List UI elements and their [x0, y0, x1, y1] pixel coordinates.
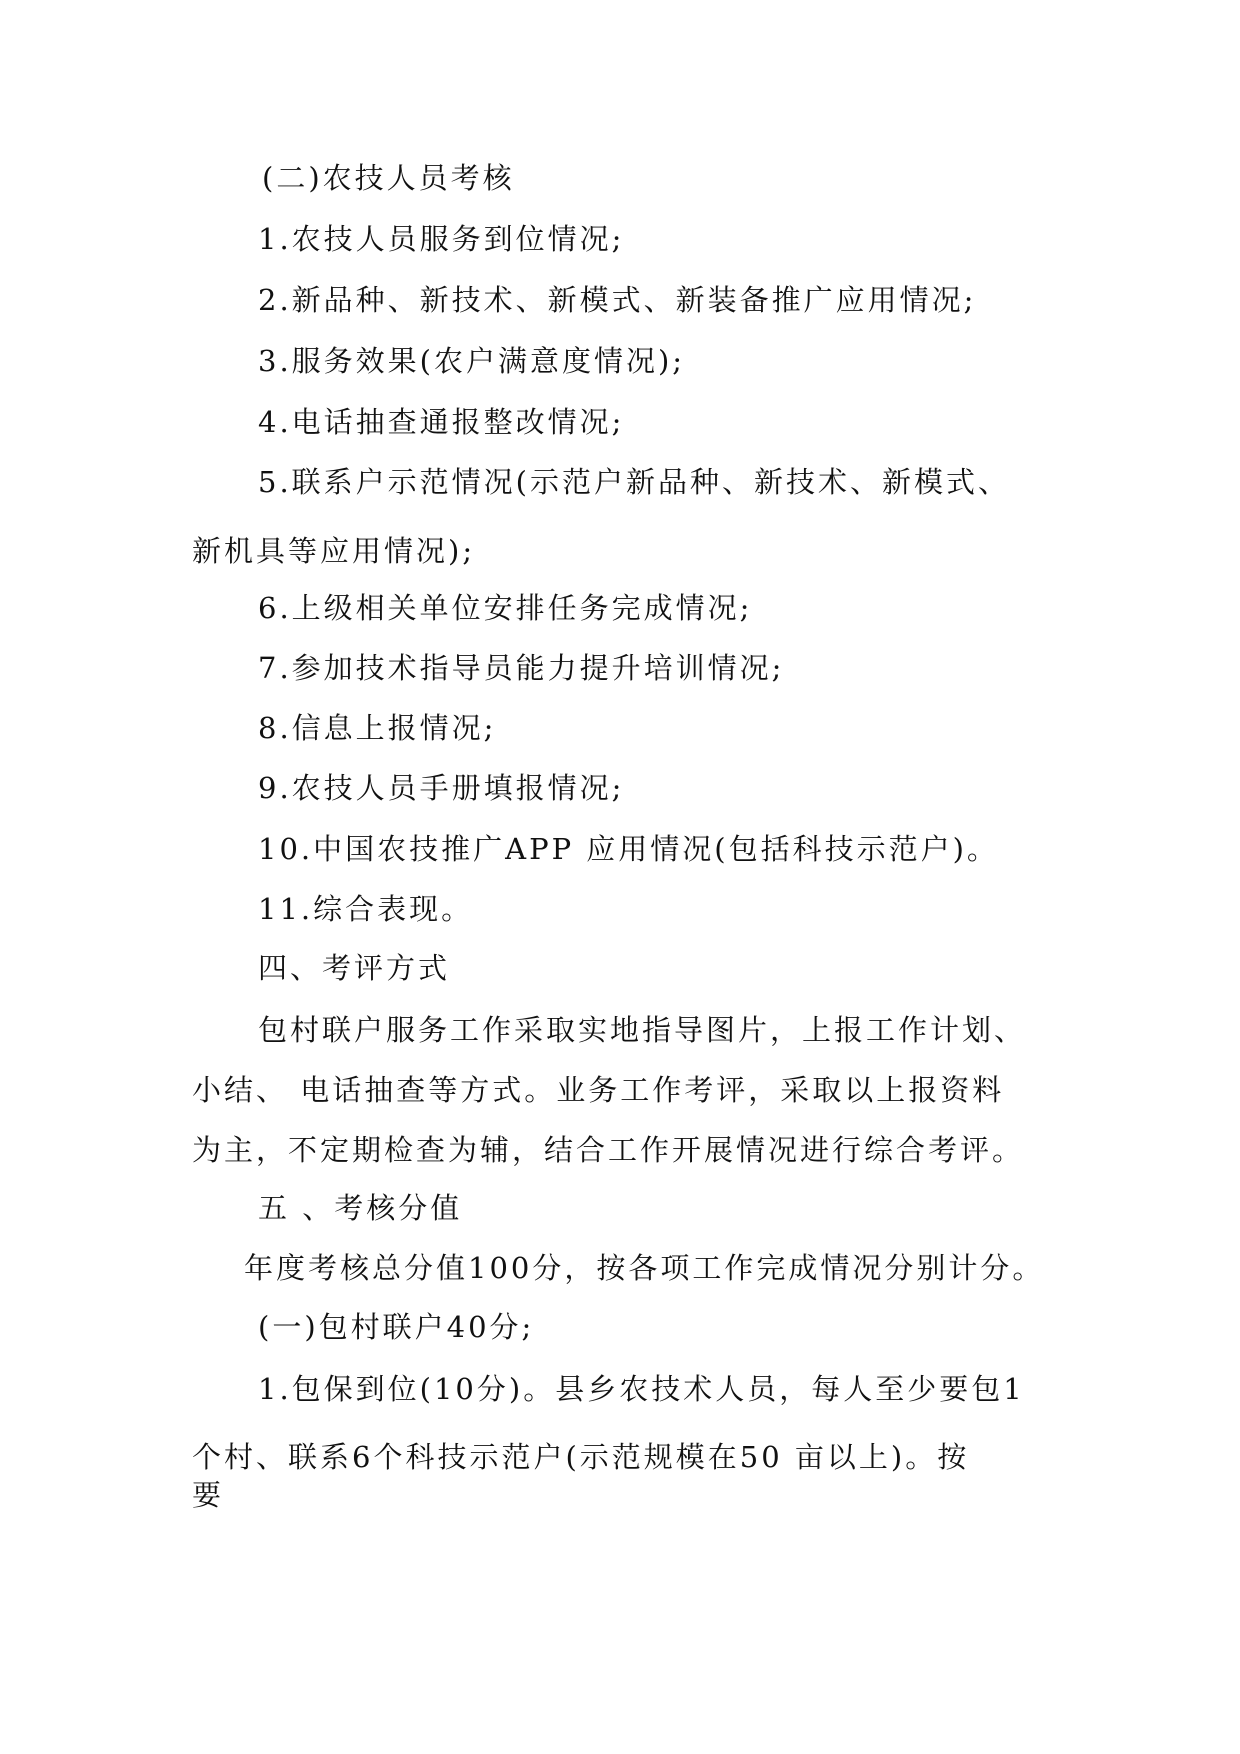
list-item: 4.电话抽查通报整改情况; [258, 405, 625, 439]
list-item: 2.新品种、新技术、新模式、新装备推广应用情况; [258, 283, 977, 317]
list-item: 3.服务效果(农户满意度情况); [258, 344, 686, 378]
paragraph-line: 为主，不定期检查为辅，结合工作开展情况进行综合考评。 [192, 1133, 1025, 1167]
section-heading-score-values: 五 、考核分值 [258, 1191, 463, 1225]
paragraph-line: 年度考核总分值100分，按各项工作完成情况分别计分。 [244, 1251, 1045, 1285]
list-item: 8.信息上报情况; [258, 711, 497, 745]
list-item: 10.中国农技推广APP 应用情况(包括科技示范户)。 [258, 832, 999, 866]
list-item-continuation: 新机具等应用情况); [192, 534, 476, 568]
list-item: 11.综合表现。 [258, 892, 474, 926]
list-item: 6.上级相关单位安排任务完成情况; [258, 591, 753, 625]
list-item: 7.参加技术指导员能力提升培训情况; [258, 651, 785, 685]
paragraph-line: 要 [192, 1478, 225, 1512]
list-item: 5.联系户示范情况(示范户新品种、新技术、新模式、 [258, 465, 1010, 499]
section-heading-staff-assessment: (二)农技人员考核 [262, 161, 515, 195]
subsection-heading: (一)包村联户40分; [258, 1310, 535, 1344]
list-item: 1.农技人员服务到位情况; [258, 222, 625, 256]
paragraph-line: 包村联户服务工作采取实地指导图片，上报工作计划、 [258, 1013, 1027, 1047]
paragraph-line: 1.包保到位(10分)。县乡农技术人员，每人至少要包1 [258, 1372, 1025, 1406]
paragraph-line: 小结、 电话抽查等方式。业务工作考评，采取以上报资料 [192, 1073, 1005, 1107]
list-item: 9.农技人员手册填报情况; [258, 771, 625, 805]
paragraph-line: 个村、联系6个科技示范户(示范规模在50 亩以上)。按 [192, 1440, 970, 1474]
section-heading-evaluation-method: 四、考评方式 [258, 951, 451, 985]
